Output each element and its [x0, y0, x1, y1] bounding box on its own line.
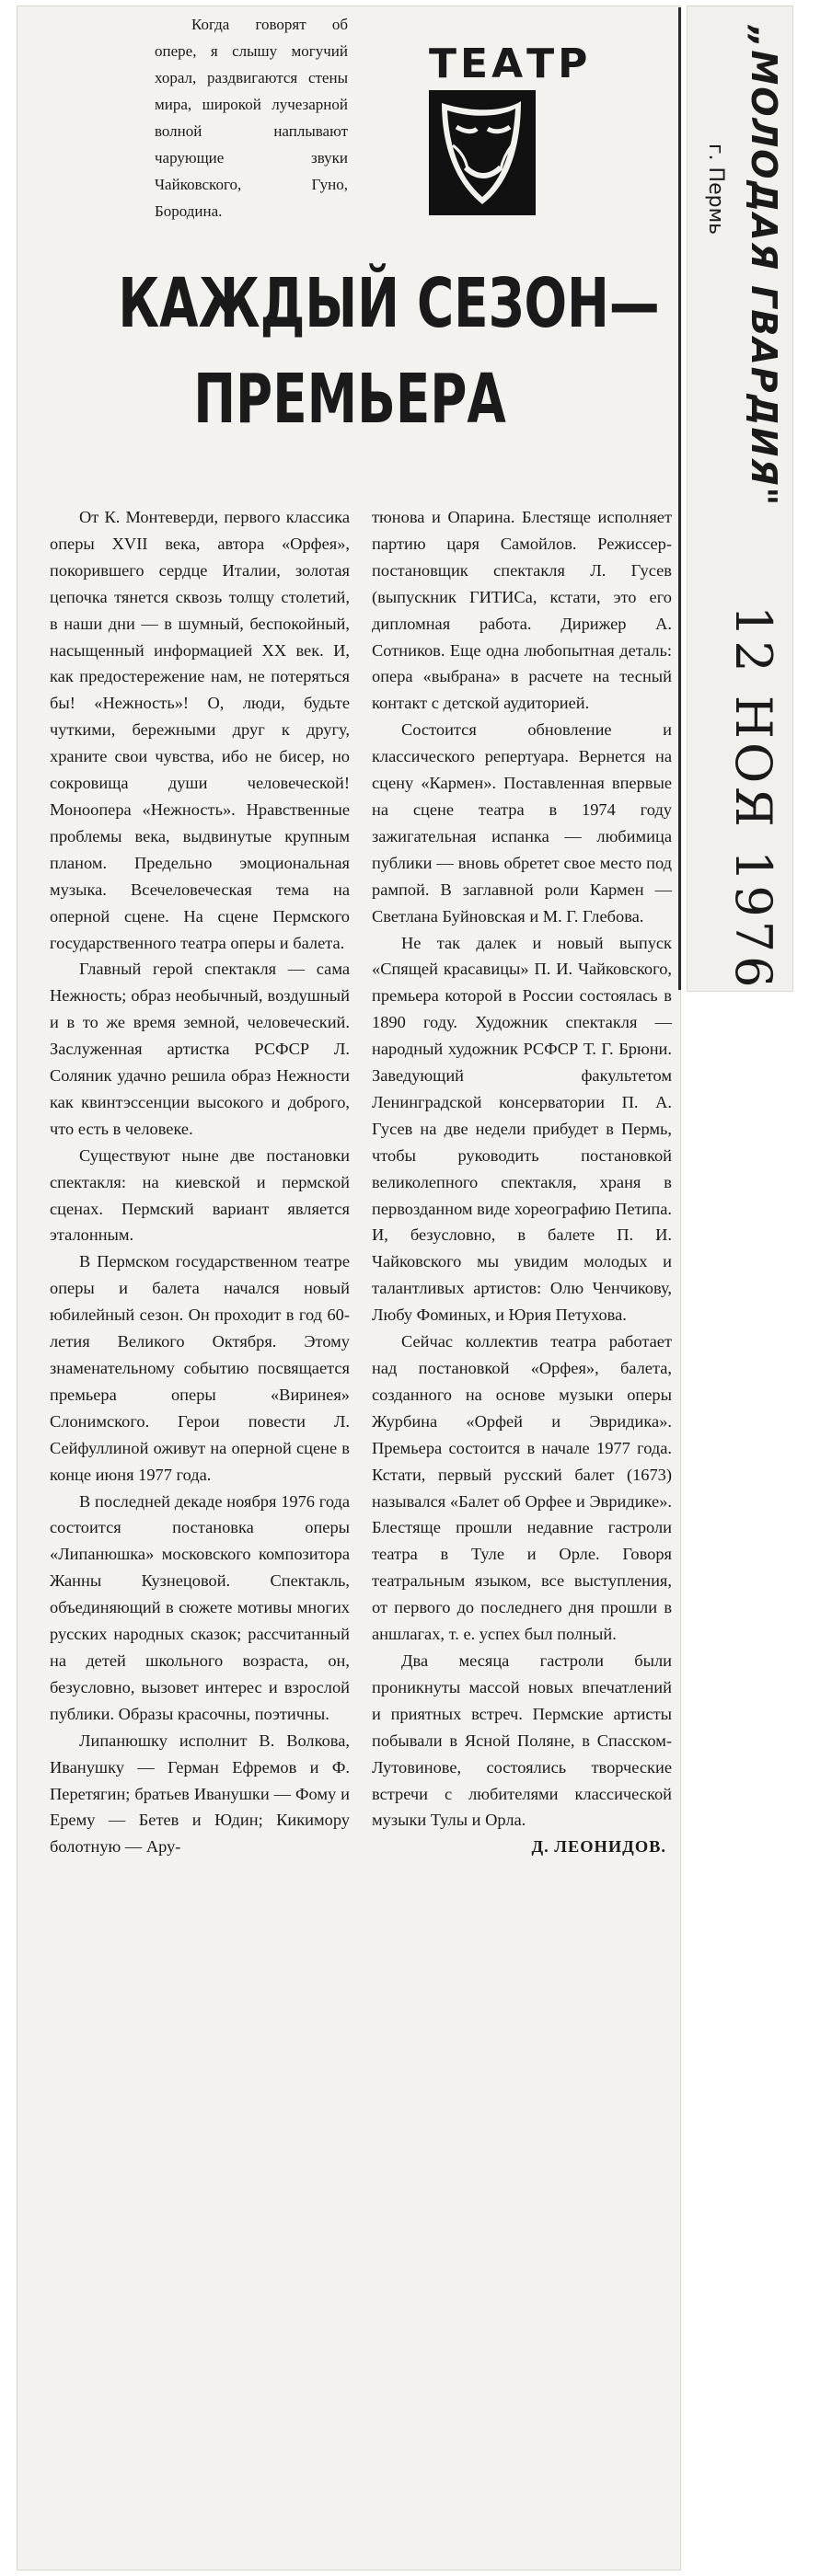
article-paragraph: Липанюшку исполнит В. Волкова, Иванушку — Герман Ефремов и Ф. Перетягин; братьев Иванушки — Фому и Ерему — Бетев и Юдин; Кикимору болотную — Ару- [50, 1731, 350, 1857]
article-paragraph: В последней декаде ноября 1976 года состоится постановка оперы «Липанюшка» московского композитора Жанны Кузнецовой. Спектакль, объединяющий в сюжете мотивы многих русских народных сказок; рассчитанный на детей школьного возраста, он, безусловно, вызовет интерес и взрослой публики. Образы красочны, поэтичны. [50, 1491, 350, 1723]
article-paragraph: тюнова и Опарина. Блестяще исполняет партию царя Самойлов. Режиссер-постановщик спектакля Л. Гусев (выпускник ГИТИСа, кстати, это его дипломная работа. Дирижер А. Сотников. Еще одна любопытная деталь: опера «выбрана» в расчете на тесный контакт с детской аудиторией. [372, 508, 672, 713]
article-paragraph: От К. Монтеверди, первого классика оперы XVII века, автора «Орфея», покорившего сердце Италии, золотая цепочка тянется сквозь толщу столетий, в наши дни — в шумный, беспокойный, насыщенный информацией XX век. И, как предостережение нам, не потеряться бы! «Нежность»! О, люди, будьте чуткими, бережными друг к другу, храните свои чувства, ибо не бисер, но сокровища души человеческой! Моноопера «Нежность». Нравственные проблемы века, выдвинутые крупным планом. Предельно эмоциональная музыка. Всечеловеческая тема на оперной сцене. На сцене Пермского государственного театра оперы и балета. [50, 508, 350, 952]
rubric-label: ТЕАТР [429, 40, 592, 87]
article-paragraph: Не так далек и новый выпуск «Спящей красавицы» П. И. Чайковского, премьера которой в России состоялась в 1890 году. Художник спектакля — народный художник РСФСР Т. Г. Брюни. Заведующий факультетом Ленинградской консерватории П. А. Гусев на две недели прибудет в Пермь, чтобы руководить постановкой великолепного спектакля, храня в первозданном виде хореографию Петипа. И, безусловно, в балете П. И. Чайковского мы увидим молодых и талантливых артистов: Олю Ченчикову, Любу Фоминых, и Юрия Петухова. [372, 933, 672, 1325]
article-paragraph: Состоится обновление и классического репертуара. Вернется на сцену «Кармен». Поставленная впервые на сцене театра в 1974 году зажигательная испанка — любимица публики — вновь обретет свое место под рампой. В заглавной роли Кармен — Светлана Буйновская и М. Г. Глебова. [372, 720, 672, 926]
author-signature: Д. ЛЕОНИДОВ. [531, 1837, 666, 1857]
lead-paragraph: Когда говорят об опере, я слышу могучий хорал, раздвигаются стены мира, широкой лучезарной волной наплывают чарующие звуки Чайковского, Гуно, Бородина. [155, 16, 348, 220]
column-rule [678, 7, 681, 990]
date-stamp: 12 НОЯ 1976 [724, 605, 782, 992]
article-paragraph: Главный герой спектакля — сама Нежность; образ необычный, воздушный и в то же время земной, человеческий. Заслуженная артистка РСФСР Л. Соляник удачно решила образ Нежности как квинтэссенции высокого и доброго, что есть в человеке. [50, 960, 350, 1138]
headline-line-2: ПРЕМЬЕРА [193, 360, 506, 439]
article-column-left [50, 504, 350, 1860]
headline [37, 256, 663, 447]
headline-line-1: КАЖДЫЙ СЕЗОН— [118, 264, 660, 343]
article-paragraph: В Пермском государственном театре оперы и балета начался новый юбилейный сезон. Он проходит в год 60-летия Великого Октября. Этому знаменательному событию посвящается премьера оперы «Виринея» Слонимского. Герои повести Л. Сейфуллиной оживут на оперной сцене в конце июня 1977 года. [50, 1252, 350, 1484]
article-column-right [372, 504, 672, 1860]
theatre-mask-icon [429, 90, 536, 215]
article-paragraph: Два месяца гастроли были проникнуты массой новых впечатлений и приятных встреч. Пермские артисты побывали в Ясной Поляне, в Спасском-Лутовинове, состоялись творческие встречи с любителями классической музыки Тулы и Орла. [372, 1650, 672, 1830]
masthead-city: г. Пермь [704, 144, 727, 236]
article-paragraph: Существуют ныне две постановки спектакля: на киевской и пермской сценах. Пермский вариант является эталонным. [50, 1145, 350, 1245]
newspaper-masthead: „МОЛОДАЯ ГВАРДИЯ" [744, 26, 784, 508]
article-paragraph: Сейчас коллектив театра работает над постановкой «Орфея», балета, созданного на основе музыки оперы Журбина «Орфей и Эвридика». Премьера состоится в начале 1977 года. Кстати, первый русский балет (1673) назывался «Балет об Орфее и Эвридике». Блестяще прошли недавние гастроли театра в Туле и Орле. Говоря театральным языком, все выступления, от первого до последнего дня прошли в аншлагах, т. е. успех был полный. [372, 1332, 672, 1644]
